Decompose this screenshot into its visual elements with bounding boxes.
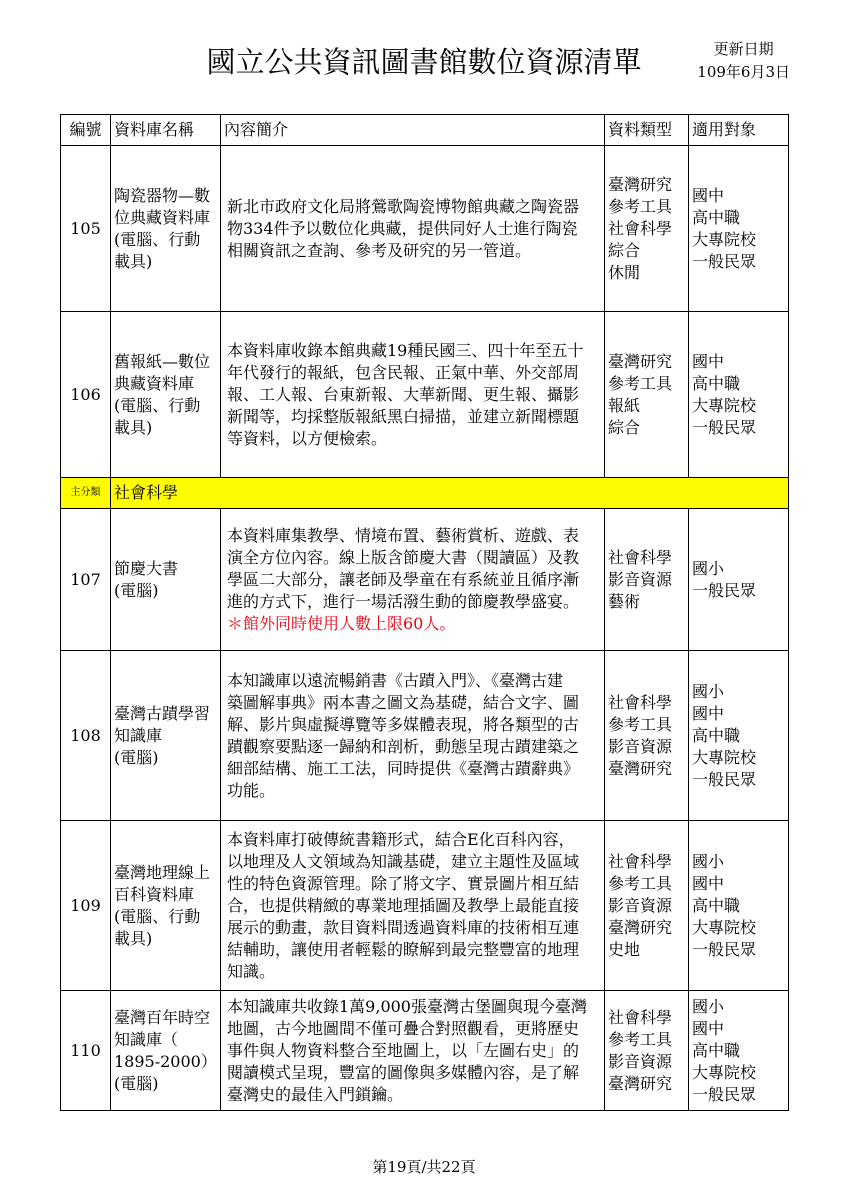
audience-item: 國中: [692, 1018, 725, 1038]
resource-type: 社會科學: [608, 218, 673, 238]
update-label: 更新日期: [713, 40, 774, 58]
update-date-block: [697, 38, 790, 84]
resource-type: 影音資源: [608, 1051, 673, 1071]
resource-type: 史地: [608, 939, 641, 959]
audience-item: 大專院校: [692, 917, 757, 937]
database-name-line: (電腦、行動: [114, 395, 201, 415]
audience-item: 一般民眾: [692, 769, 757, 789]
database-name-line: (電腦、行動: [114, 906, 201, 926]
description-line: 以地理及人文領域為知識基礎，建立主題性及區域: [227, 851, 580, 871]
resource-type: 社會科學: [608, 1007, 673, 1027]
description-line: 解、影片與虛擬導覽等多媒體表現，將各類型的古: [227, 714, 580, 734]
update-date: 109年6月3日: [697, 63, 790, 81]
description: [221, 146, 605, 312]
category-row: [61, 478, 789, 509]
resource-type: 影音資源: [608, 736, 673, 756]
description-line: 本知識庫共收錄1萬9,000張臺灣古堡圖與現今臺灣: [227, 996, 587, 1016]
target-audience: [689, 509, 789, 651]
table-row: [61, 821, 789, 991]
audience-item: 國中: [692, 703, 725, 723]
description-line: 閱讀模式呈現，豐富的圖像與多媒體內容，是了解: [227, 1062, 580, 1082]
database-name-line: 臺灣古蹟學習: [114, 703, 211, 723]
target-audience: [689, 146, 789, 312]
resource-table: [60, 114, 789, 1111]
audience-item: 一般民眾: [692, 939, 757, 959]
resource-types: [605, 509, 689, 651]
database-name-line: 臺灣百年時空: [114, 1007, 211, 1027]
database-name-line: 知識庫: [114, 725, 163, 745]
database-name-line: 載具): [114, 928, 153, 948]
audience-item: 大專院校: [692, 229, 757, 249]
audience-item: 國小: [692, 681, 725, 701]
header-audience: 適用對象: [689, 115, 789, 146]
audience-item: 一般民眾: [692, 580, 757, 600]
resource-type: 社會科學: [608, 851, 673, 871]
resource-type: 臺灣研究: [608, 174, 673, 194]
description-line: 知識。: [227, 961, 276, 981]
resource-type: 社會科學: [608, 692, 673, 712]
database-name-line: 節慶大書: [114, 558, 179, 578]
resource-types: [605, 146, 689, 312]
row-number: 105: [61, 146, 111, 312]
audience-item: 高中職: [692, 895, 741, 915]
resource-type: 臺灣研究: [608, 758, 673, 778]
database-name: [111, 509, 221, 651]
resource-types: [605, 651, 689, 821]
database-name: [111, 312, 221, 478]
audience-item: 高中職: [692, 1040, 741, 1060]
description-line: 築圖解事典》兩本書之圖文為基礎，結合文字、圖: [227, 692, 580, 712]
description: [221, 312, 605, 478]
database-name-line: 知識庫（: [114, 1029, 179, 1049]
description: [221, 991, 605, 1111]
description-line: 細部結構、施工工法，同時提供《臺灣古蹟辭典》: [227, 758, 580, 778]
table-row: [61, 991, 789, 1111]
row-number: 109: [61, 821, 111, 991]
description-line: 相關資訊之查詢、參考及研究的另一管道。: [227, 240, 532, 260]
description-line: 展示的動畫，款目資料間透過資料庫的技術相互連: [227, 917, 580, 937]
resource-type: 臺灣研究: [608, 1073, 673, 1093]
target-audience: [689, 991, 789, 1111]
header-type: 資料類型: [605, 115, 689, 146]
resource-type: 臺灣研究: [608, 351, 673, 371]
table-row: [61, 651, 789, 821]
target-audience: [689, 821, 789, 991]
description-line: 性的特色資源管理。除了將文字、實景圖片相互結: [227, 873, 580, 893]
resource-type: 社會科學: [608, 547, 673, 567]
resource-type: 影音資源: [608, 569, 673, 589]
description: [221, 509, 605, 651]
audience-item: 大專院校: [692, 1062, 757, 1082]
database-name-line: (電腦): [114, 747, 159, 767]
usage-limit-note: ＊館外同時使用人數上限60人。: [227, 613, 456, 633]
category-label: 主分類: [61, 478, 111, 509]
resource-type: 參考工具: [608, 373, 673, 393]
description-line: 合，也提供精緻的專業地理插圖及教學上最能直接: [227, 895, 580, 915]
description: [221, 651, 605, 821]
database-name-line: 典藏資料庫: [114, 373, 195, 393]
audience-item: 高中職: [692, 725, 741, 745]
audience-item: 國小: [692, 558, 725, 578]
audience-item: 高中職: [692, 373, 741, 393]
resource-type: 參考工具: [608, 873, 673, 893]
database-name: [111, 146, 221, 312]
description-line: 報、工人報、台東新報、大華新聞、更生報、攝影: [227, 384, 580, 404]
description-line: 物334件予以數位化典藏，提供同好人士進行陶瓷: [227, 218, 578, 238]
target-audience: [689, 312, 789, 478]
table-row: [61, 146, 789, 312]
audience-item: 大專院校: [692, 395, 757, 415]
audience-item: 一般民眾: [692, 1084, 757, 1104]
resource-types: [605, 991, 689, 1111]
page-title: 國立公共資訊圖書館數位資源清單: [206, 45, 642, 79]
category-name: 社會科學: [111, 478, 789, 509]
resource-types: [605, 821, 689, 991]
resource-type: 綜合: [608, 240, 641, 260]
header-number: 編號: [61, 115, 111, 146]
page-footer: 第19頁/共22頁: [372, 1158, 476, 1176]
audience-item: 國小: [692, 851, 725, 871]
resource-type: 報紙: [608, 395, 641, 415]
table-row: [61, 312, 789, 478]
database-name-line: 臺灣地理線上: [114, 862, 211, 882]
database-name: [111, 651, 221, 821]
table-row: [61, 509, 789, 651]
description-line: 學區二大部分，讓老師及學童在有系統並且循序漸: [227, 569, 580, 589]
description-line: 本知識庫以遠流暢銷書《古蹟入門》、《臺灣古建: [227, 670, 564, 690]
resource-type: 影音資源: [608, 895, 673, 915]
audience-item: 國中: [692, 873, 725, 893]
resource-type: 藝術: [608, 591, 641, 611]
database-name-line: 載具): [114, 417, 153, 437]
row-number: 107: [61, 509, 111, 651]
target-audience: [689, 651, 789, 821]
resource-type: 臺灣研究: [608, 917, 673, 937]
description-line: 蹟觀察要點逐一歸納和剖析，動態呈現古蹟建築之: [227, 736, 580, 756]
header-description: 內容簡介: [221, 115, 605, 146]
audience-item: 高中職: [692, 207, 741, 227]
audience-item: 一般民眾: [692, 251, 757, 271]
description-line: 年代發行的報紙，包含民報、正氣中華、外交部周: [227, 362, 580, 382]
audience-item: 一般民眾: [692, 417, 757, 437]
row-number: 106: [61, 312, 111, 478]
description-line: 事件與人物資料整合至地圖上，以「左圖右史」的: [227, 1040, 580, 1060]
resource-types: [605, 312, 689, 478]
resource-type: 休閒: [608, 262, 641, 282]
database-name-line: 1895-2000）: [114, 1051, 217, 1071]
database-name-line: (電腦): [114, 580, 159, 600]
database-name-line: 陶瓷器物—數: [114, 185, 211, 205]
database-name: [111, 821, 221, 991]
database-name-line: 位典藏資料庫: [114, 207, 211, 227]
description-line: 本資料庫打破傳統書籍形式，結合E化百科內容，: [227, 829, 575, 849]
database-name-line: (電腦、行動: [114, 229, 201, 249]
description-line: 演全方位內容。線上版含節慶大書（閱讀區）及教: [227, 547, 580, 567]
description-line: 功能。: [227, 780, 276, 800]
description: [221, 821, 605, 991]
row-number: 108: [61, 651, 111, 821]
resource-type: 參考工具: [608, 196, 673, 216]
database-name-line: 載具): [114, 251, 153, 271]
description-line: 新聞等，均採整版報紙黑白掃描，並建立新聞標題: [227, 406, 580, 426]
database-name-line: (電腦): [114, 1073, 159, 1093]
audience-item: 大專院校: [692, 747, 757, 767]
description-line: 進的方式下，進行一場活潑生動的節慶教學盛宴。: [227, 591, 580, 611]
description-line: 等資料，以方便檢索。: [227, 428, 388, 448]
description-line: 本資料庫集教學、情境布置、藝術賞析、遊戲、表: [227, 525, 580, 545]
database-name-line: 百科資料庫: [114, 884, 195, 904]
audience-item: 國小: [692, 996, 725, 1016]
description-line: 結輔助，讓使用者輕鬆的瞭解到最完整豐富的地理: [227, 939, 580, 959]
row-number: 110: [61, 991, 111, 1111]
description-line: 新北市政府文化局將鶯歌陶瓷博物館典藏之陶瓷器: [227, 196, 580, 216]
database-name: [111, 991, 221, 1111]
resource-type: 參考工具: [608, 1029, 673, 1049]
description-line: 臺灣史的最佳入門鎖鑰。: [227, 1084, 404, 1104]
resource-type: 參考工具: [608, 714, 673, 734]
description-line: 地圖，古今地圖間不僅可疊合對照觀看，更將歷史: [227, 1018, 580, 1038]
audience-item: 國中: [692, 351, 725, 371]
resource-type: 綜合: [608, 417, 641, 437]
database-name-line: 舊報紙—數位: [114, 351, 211, 371]
header-db-name: 資料庫名稱: [111, 115, 221, 146]
table-header-row: [61, 115, 789, 146]
description-line: 本資料庫收錄本館典藏19種民國三、四十年至五十: [227, 340, 584, 360]
audience-item: 國中: [692, 185, 725, 205]
